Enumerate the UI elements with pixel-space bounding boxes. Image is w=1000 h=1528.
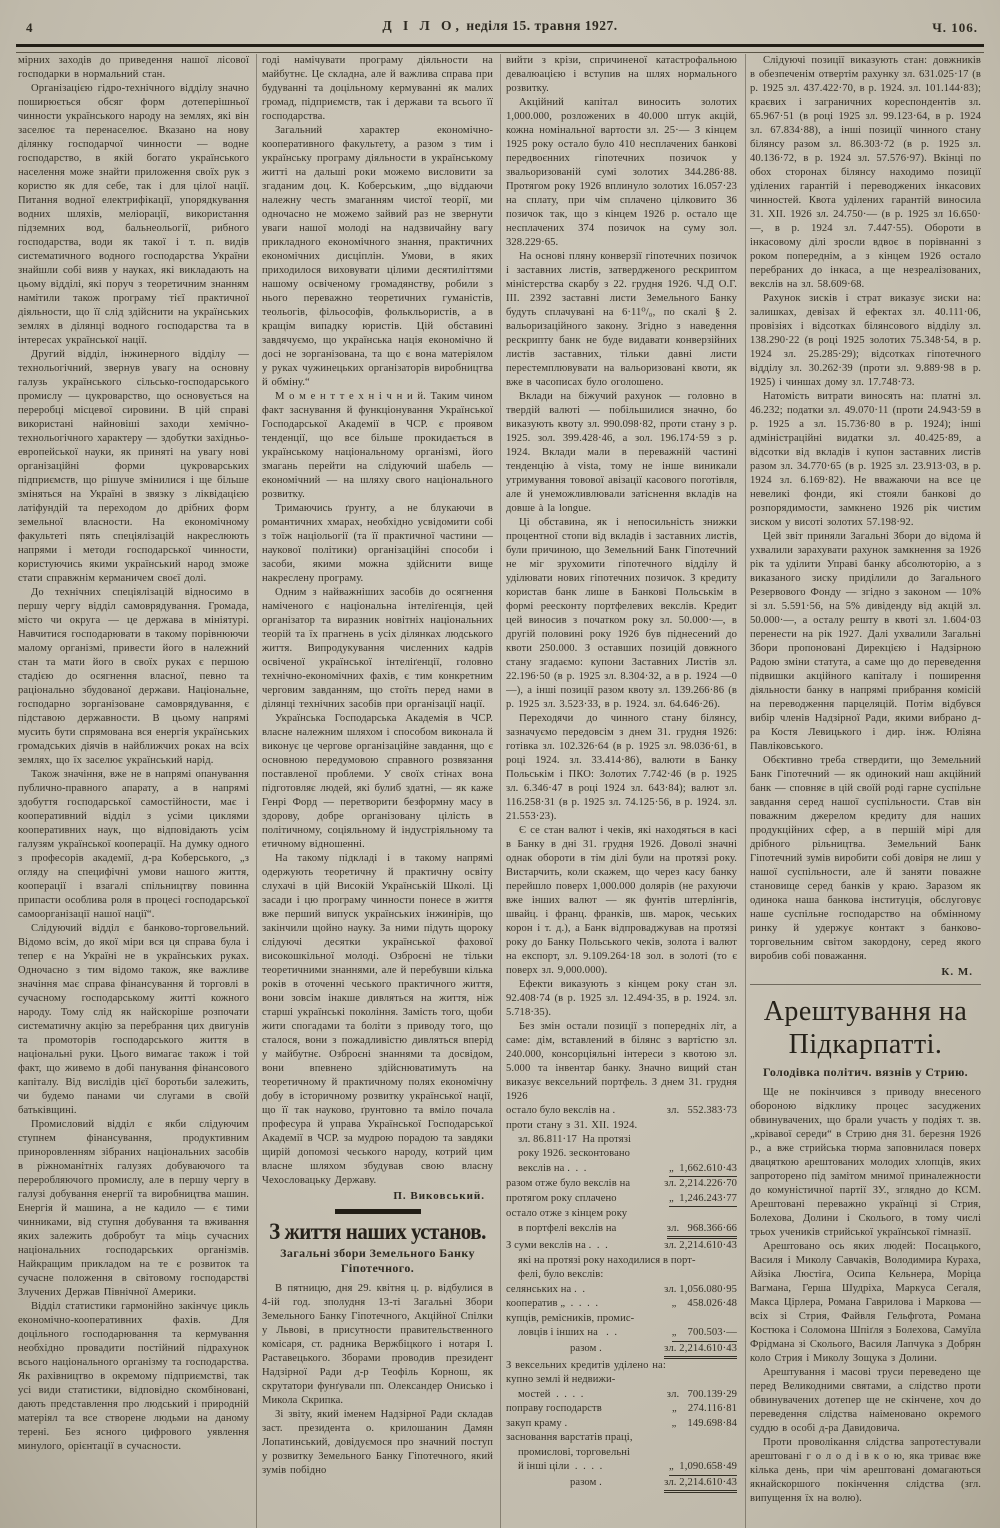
ledger-label: року 1926. зесконтовано — [518, 1148, 631, 1159]
ledger-row — [506, 1133, 737, 1148]
ledger-row — [506, 1104, 737, 1119]
ledger-label: засновання варстатів праці, — [506, 1432, 633, 1443]
article-paragraph: Проти проволікання слідства запротестували арештовані г о л о д і в к о ю, яка триває вже кілька день, при чім арештовані домагаються якнайскоршого покінчення слідства (згл. випущення їх на волю). — [750, 1437, 981, 1505]
article-paragraph: Промисловий відділ є якби слідуючим ступнем фінансування, продуктивним приноровленням зібраних національних засобів в ріжноманітніх галузях добуваючого та переробляючого промислу, але в першу чергу в галузі добування енергії та виробництва машин. Енергія й машина, а не кадило — є тими чинниками, від ступня добування та вживання яких залежить добробут та міць сучасних національних господарських організмів. Найкращим прикладом на те є розвиток та сучасне положення в світовому господарстві Злучених Держав Північної Америки. — [18, 1119, 249, 1298]
ledger-row — [506, 1239, 737, 1254]
article-paragraph: Слідуючі позиції виказують стан: довжників в обезпеченім отвертім рахунку зл. 631.025·17 (в р. 1925 зл. 437.422·70, в р. 1924. зл. 101.144·83); краєвих і заграничних кореспондентів зл. 65.967·51 (в році 1925 зл. 99.123·64, в р. 1924 зл. 67.834·88), а інші позиції чинного стану білянсу разом зл. 86.303·72 (в р. 1925 зл. 40.136·72, в р. 1924 зл. 57.576·97). Вкінці по обох сторонах білянсу находимо позиції уділених гарантій і переводжених інкасових чинностей. Квота уділених гарантій виносила 31. XII. 1926 зл. 24.750·— (в р. 1925 зл 16.650·—, в р. 1924 зл. 7.447·55). Обороти в інкасовому ділі зросли вдвоє в порівнанні з роком попереднім, а з кінцем 1926 остало перебраних до інкаса, а ще незреалізованих, векслів на зл. 58.609·68. — [750, 55, 981, 290]
ledger-amount: зл. 700.139·29 — [666, 1388, 737, 1400]
page-header — [0, 18, 1000, 44]
article-paragraph: Слідуючий відділ є банково-торговельний. Відомо всім, до якої міри вся ця справа була і тепер є на Україні не в українських руках. Одночасно з тим відомо також, яке важливе значіння має справа фінансування й торговлі в сучасному господарському житті кожного народу. Тому слід як найскоріше розпочати систематичну акцію за перебрання цих двигунів та промоторів господарського життя в національні руки. Цього вимагає також і той факт, що живемо в добі панування фінансового капіталу. Від вислідів цієї боротьби залежить, чи будемо панами чи слугами в своїй батьківщині. — [18, 923, 249, 1116]
column-1 — [18, 54, 249, 1528]
article-paragraph: Арештування і масові труси переведено ще перед Великодними святами, а слідство проти обвинувачених дотепер ще не скінчене, хоч до переведення слідства наіменовано окремого суддю в особі д-ра Давидовича. — [750, 1367, 981, 1435]
article-paragraph: Зі звіту, який іменем Надзірної Ради складав заст. президента о. крилошанин Дамян Лопатинський, довідуємося про значний поступ у розвитку Земельного Банку Гіпотечного, який зумів побідно — [262, 1409, 493, 1477]
article-paragraph: проти стану з 31. XII. 1924. — [506, 1119, 638, 1131]
ledger-row — [506, 1192, 737, 1208]
ledger-label: разом отже було векслів на — [506, 1178, 631, 1189]
ledger-label: в портфелі векслів на — [518, 1222, 617, 1234]
article-paragraph: Одним з найважніших засобів до осягнення наміченого є національна інтеліґенція, цей організатор та виразник новітніх національних теорій та їх прагнень в усіх ділянках людського життя. Випродукування численних кадрів освіченої української інтеліґенції, головно технічно-економічних фахів, є тим конкретним черговим завданням, що стоїть перед нами в ділянці технічних засобів при організації нації. — [262, 587, 493, 710]
ledger-row — [506, 1460, 737, 1476]
article-paragraph: Цей звіт приняли Загальні Збори до відома й ухвалили зарахувати рахунок замкнення за 1926 рік та уділити Управі банку абсолюторію, а з виказаного зиску приділили до Загального Резервового Фонду — згідно з законом — 10% зі зл. 5.591·56, на 5% дивіденду від акцій зл. 50.000·—, а осталу решту в квоті зл. 1.604·03 перенести на рік 1927. Далі ухвалили Загальні Збори пропоновані Дирекцією і Надзірною Радою зміни статута, а саме що до переведення підвишки акційного капіталу і поширення діяльности банку в напрямі прибрання комісій на переводження парцеляцій. Потім відбувся вибір членів Надзірної Ради, якими вибрано д-ра Костя Левицького і дир. інж. Юліяна Павліковського. — [750, 531, 981, 752]
ledger-label: закуп краму . — [506, 1417, 568, 1429]
column-4 — [750, 54, 981, 1528]
article-paragraph: Переходячи до чинного стану білянсу, зазначуємо передовсім з днем 31. грудня 1926: готівка зл. 102.326·64 (в р. 1925 зл. 98.036·61, в році 1924. зл. 33.414·86), валюти в Банку Польськім і ПКО: Золотих 7.742·46 (в р. 1925 зл. 6.346·47 в році 1924 зл. 643·84); валют зл. 116.258·31 (в р. 1925 зл. 74.125·56, в р. 1924. зл. 21.553·23). — [506, 713, 737, 822]
header-rule — [16, 44, 984, 53]
ledger-amount: „ 274.116·81 — [672, 1403, 737, 1414]
ledger-label: зл. 86.811·17 На протязі — [518, 1133, 632, 1145]
article-paragraph: До технічних спеціялізацій відносимо в першу чергу відділ самоврядування. Громада, місто чи округа — це держава в мініятурі. Навчитися господарювати в такому порівнюючи малому організмі, привести його в належний стан та мати його в своїх руках є першою стадією до осягнення власної, певно та раціонально збудованої держави. Національне, господарно зорганізоване самоврядування, є підставою державности. В цьому напрямі мусить бути спрямована вся енергія українських громадських діячів в найближчих роках на всіх землях, що їх заселює український нарід. — [18, 587, 249, 766]
ledger-row — [506, 1402, 737, 1417]
ledger-row — [506, 1446, 737, 1461]
author-signature: П. Виковський. — [393, 1190, 485, 1202]
article-paragraph: Також значіння, вже не в напрямі опанування публично-правного апарату, а в напрямі здобуття господарської самостійности, має і кооперативний відділ з усіми циклями кооперативних наук, що відповідають усім галузям української кооперації. На думку одного з професорів академії, д-ра Коберського, „з огляду на специфічні умови нашого життя, кооперації і взагалі спільництву повинна припасти особлива роля в процесі господарської самоорганізації нашої нації“. — [18, 769, 249, 920]
ledger-row — [506, 1268, 737, 1283]
ledger-label: разом . — [570, 1476, 602, 1488]
article-paragraph: Організацією гідро-технічного відділу значно поширюється обсяг форм дотеперішньої чинности українського народу на землях, які він заселює та перенаселює. Вказано на нову ділянку господарчої чинности — водне господарство, в якій богато українського населення може знайти приложення своїх рук з користю як для себе, так і для цілої нації. Питання водної електрифікації, упорядкування водних шляхів, меліорації, використання підземних вод, бальнеольогії, рибного господарства, води як такої і т. п. видів систематичного водного господарства України знайшли собі вияв у науках, які викладають на цьому відділі, які поруч з теоретичним знанням намітили також програму тієї практичної діяльности, що її слід здійснити на українських землях в ділянці водного господарства та в інтересах української нації. — [18, 83, 249, 346]
ledger-label: остало було векслів на . — [506, 1105, 616, 1116]
ledger-row — [506, 1342, 737, 1360]
ledger-amount: „ 1,246.243·77 — [669, 1192, 737, 1208]
ledger-amount: зл. 2,214.610·43 — [664, 1476, 737, 1494]
article-paragraph: годі намічувати програму діяльности на майбутнє. Це складна, але й важлива справа при будуванні та доцільному кермуванні як малих громад, підприємств, так і держави та всього її господарства. — [262, 55, 493, 122]
ledger-label: фелі, було векслів: — [518, 1269, 604, 1280]
ledger-row — [506, 1162, 737, 1178]
ledger-label: векслів на . . . — [518, 1162, 587, 1174]
article-paragraph: Арештовано ось яких людей: Посацького, Василя і Миколу Савчаків, Володимира Кураха, Айзіка Люстіга, Осипа Кельнера, Моріца Вагмана, Герша Шудріха, Маркуса Сегаля, Макса Цірлера, Романа Гаврилова і Маркова — всіх зі Стрия, Файвля Гельфгота, Романа Костюка і Соломона Шпіґля з Болехова, Самуїла Фрідмана зі Сколього, Василя Лапчука з Добрян коло Стрия і Миколу Зощука з Долини. — [750, 1241, 981, 1365]
author-signature: К. М. — [941, 966, 973, 978]
issue-date: неділя 15. травня 1927. — [466, 18, 618, 33]
section-divider-bar — [335, 1209, 421, 1214]
article-paragraph: З вексельних кредитів уділено на: — [506, 1360, 666, 1371]
ledger-amount: зл. 2,214.610·43 — [664, 1240, 737, 1251]
issue-number: Ч. 106. — [932, 20, 978, 35]
ledger-label: кооператив „ . . . . — [506, 1298, 599, 1309]
ledger-amount: „ 149.698·84 — [671, 1417, 737, 1429]
article-paragraph: Рахунок зисків і страт виказує зиски на: залишках, девізах й ефектах зл. 40.111·06, провізіях і відсотках білянсового відділу зл. 138.290·22 (в році 1925 золотих 75.348·54, в р. 1924 зл. 25.285·29); відсотках гіпотечного відділу зл. 30.262·39 (проти зл. 9.889·98 в р. 1925) і чиншах дому зл. 17.748·73. — [750, 293, 981, 388]
article-paragraph: В пятницю, дня 29. квітня ц. р. відбулися в 4-ій год. зполудня 13-ті Загальні Збори Земельного Банку Гіпотечного, Акційної Спілки у Львові, в присутности правительственного комісаря, ст. радника Вержбіцкого і нотаря І. Раставецького. Зборами проводив президент Надзірної Ради д-р Теофіль Корнош, як скрутатори фунґували пп. Олександер Онисько і Микола Скрипка. — [262, 1283, 493, 1407]
ledger-label: остало отже з кінцем року — [506, 1208, 628, 1219]
ledger-label: селянських на . . — [506, 1283, 586, 1295]
ledger-row — [506, 1177, 737, 1192]
article-paragraph: Вклади на біжучий рахунок — головно в твердій валюті — побільшилися значно, бо виказують квоту зл. 990.098·82, проти стану з р. 1925. зол. 399.428·46, а зол. 196.174·59 з р. 1924. Вклади мали в переважній частині тенденцію à vista, тому не інше виникали утримування товової авізації касового поготівля, але й унеможливлювали затіснення вкладів на довше à la longue. — [506, 391, 737, 514]
ledger-label: які на протязі року находилися в порт- — [518, 1254, 696, 1266]
article-paragraph: Є се стан валют і чеків, які находяться в касі в Банку в дні 31. грудня 1926. Доволі значні однак обороти в тім ділі були на протязі року. Вистарчить, коли скажем, що через касу банку перейшло поверх 1,000.000 долярів (не рахуючи вже інших валют — як фунтів штерлінгів, швайц. і франц. франків, шв. марок, чеських корон і т. д.), а Банк відпроваджував на протязі року до Банку Польського чеків, золота і валют на експорт, зл. 9.109.264·18 зол. в золоті (то є поверх зл. 9,000.000). — [506, 825, 737, 976]
article-paragraph: Відділ статистики гармонійно закінчує цикль економічно-кооперативних фахів. Для доцільного господарювання та кермування необхідно провадити постійний підрахунок всього національного організму та господарства. Як рахівництво в окремому підприємстві, так усі види статистики, відповідно скомбіновані, дають представлення про людський і природній матеріял та все створене людьми на даному терені. Без ясного цифрового уявлення минулого, орієнтації в сучасности. — [18, 1301, 249, 1452]
article-paragraph: Тримаючись ґрунту, а не блукаючи в романтичних хмарах, необхідно усвідомити собі з тоїж націольогії (та її практичної частини — наукової політики) організаційні способи і засоби, якими можна здійснити вище накреслену програму. — [262, 503, 493, 584]
ledger-amount: „ 1,090.658·49 — [669, 1460, 737, 1476]
article-paragraph: Ці обставина, як і непосильність знижки процентної стопи від вкладів і заставних листів, були причиною, що Земельний Банк Гіпотечний не міг зрухомити гіпотечного відділу й уділювати нових гіпотечних позичок. З кредиту користав банк лише в Банкові Польськім в формі реесконту портфелевих векслів. Кредит цей виносив з початком року зл. 50.000·—, в другій половині року 1926 був піднесений до квоти 250.000. З оставших позицій довжного стану згадаємо: купони Заставних Листів зл. 22.196·50 (в р. 1925 зл. 8.304·32, а в р. 1924 —0—), а інші позиції разом квоту зл. 139.266·86 (в р. 1925 зл. 3.523·33, в р. 1924. зл. 64.646·26). — [506, 517, 737, 710]
ledger-row — [506, 1388, 737, 1403]
newspaper-title: Д І Л О, — [382, 18, 463, 33]
ledger-label: протягом року сплачено — [506, 1192, 617, 1204]
ledger-label: поправу господарств — [506, 1403, 602, 1414]
article-subhead: Загальні збори Земельного Банку Гіпотечного. — [280, 1246, 475, 1276]
column-3 — [506, 54, 737, 1528]
ledger-row — [506, 1326, 737, 1342]
ledger-amount: зл. 2,214.610·43 — [664, 1342, 737, 1360]
ledger-label: мостей . . . . — [518, 1388, 584, 1400]
column-2 — [262, 54, 493, 1528]
ledger-row — [506, 1417, 737, 1432]
ledger-amount: „ 1,662.610·43 — [669, 1162, 737, 1178]
ledger-row — [506, 1312, 737, 1327]
ledger-amount: зл. 552.383·73 — [666, 1105, 737, 1116]
ledger-label: купців, ремісників, промис- — [506, 1312, 635, 1324]
ledger-label: З суми векслів на . . . — [506, 1240, 608, 1251]
ledger-row — [506, 1373, 737, 1388]
page-number: 4 — [26, 20, 33, 35]
ledger-amount: зл. 968.366·66 — [667, 1222, 737, 1240]
ledger-amount: „ 458.026·48 — [671, 1298, 737, 1309]
article-paragraph: Акційний капітал виносить золотих 1,000.000, розложених в 40.000 штук акцій, кожна номінальної вартости зл. 25·— З кінцем 1925 року остало було 410 несплачених банкові передвоєнних гіпотечних позичок у звальоризованій сумі золотих 344.286·88. Протягом року 1926 вплинуло золотих 16.057·23 на сплату, при чім сплачено цілковито 36 позичок так, що з кінцем 1926 р. остало ще несплачених 374 позичок на суму зол. 328.229·65. — [506, 97, 737, 248]
ledger-row — [506, 1147, 737, 1162]
masthead — [0, 18, 1000, 34]
article-paragraph: На такому підкладі і в такому напрямі одержують теоретичну й практичну освіту слухачі в цій Високій Українській Школі. Ці засади і цю програму чинности понесе в життя вже перший випуск українських інжинірів, що закінчили щойно науку. За ними підуть щороку слідуючі десятки української фахової високошкільної молоді. Озброєні не тільки теоретичними знаннями, але й перебувши кілька років в оточенні чеського практичного життя, вони зовсім інакше дивляться на життя, ніж старші українські покоління. Замість того, щоби жити спогадами та боліти з приводу того, що сталося, вони з пожадливістю дивляться вперід у майбутнє. Озброєні знаннями та досвідом, вони впевнено здійснюватимуть на теоретичному й практичному полях економічну добу в історичному розвитку української нації, що її так науково, ґрунтовно та вміло почала професура й управа Української Господарської Академії в ЧСР. за мудрою порадою та завдяки щирій допомозі чеського народу, котрий цим власне шляхом збудував свою власну Чехословацьку Державу. — [262, 853, 493, 1186]
ledger-label: ловців і інших на . . — [518, 1327, 618, 1338]
article-paragraph: Без змін остали позиції з попередніх літ, а саме: дім, вставлений в білянс з вартістю зл. 240.000, консорціяльні інтереси з квотою зл. 5.000 та інвентар банку. Значно вищий стан виказує вексельний портфель. З днем 31. грудня 1926 — [506, 1021, 737, 1102]
ledger-row — [506, 1222, 737, 1240]
ledger-label: промислові, торговельні — [518, 1446, 631, 1458]
article-paragraph: На основі пляну конверзії гіпотечних позичок і заставних листів, затвердженого рескриптом міністерства скарбу з 22. грудня 1926. Ч.Д О.Г. ІІІ. 2392 заставні листи Земельного Банку будуть сплачувані на 6·11⁰/₀, по скалі § 2. вальоризаційного закону. Згідно з наведення рескрипту банк не буде видавати конверзійних листів заставних, тільки давні листи перестемплювувати на вальоризовані квоти, як вже в часописах було оголошено. — [506, 251, 737, 388]
ledger-label: купно землі й недвижи- — [506, 1374, 616, 1385]
article-paragraph: Українська Господарська Академія в ЧСР. власне належним шляхом і способом виконала й виконує це чергове організаційне завдання, що є основною передумовою справного розвязання поставленої проблеми. У своїх стінах вона підготовляє людей, які булиб здатні, — як каже Генрі Форд — перетворити безформну масу в здорову, добре організовану цілість в політичному, соціяльному й індустріяльному та етичному відношенні. — [262, 713, 493, 850]
article-paragraph: Другий відділ, інжинерного відділу — технольогічний, звернув увагу на основну галузь українського сільсько-господарського промислу — цукроварство, що основується на переробці місцевої сировини. В цій справі використані найновіші заходи хемічно-технольогічного характеру — здобутки західньо-европейської науки, як приняті на увагу нові організаційні форми цукроварських підприємств, що рішуче змінилися і ще більше зміняться на Україні в звязку з ліквідацією латіфундій та переходом до дрібних форм земельної власности. На економічному факультеті пять спеціялізацій накреслюють напрями і методи господарської чинности, користуючись якими український народ зможе стати справжнім керманичем своєї долі. — [18, 349, 249, 584]
article-paragraph: Обєктивно треба ствердити, що Земельний Банк Гіпотечний — як одинокий наш акційний банк — сповняє в цій своїй роді гарне суспільне завдання серед нашої суспільности. Став він поважним джерелом кредиту для наших продукційних сфер, а в першій мірі для дрібного рільництва. Земельний Банк Гіпотечний зумів виробити собі довіря не лиш у нашої суспільности, але й заняти поважне становище серед банків у краю. Заразом як одинока наша банкова інституція, обслуговує наше суспільне господарство на обмінному ринку й удержує контакт з банково-торговельним світом закордону, серед якого виробив собі поважання. — [750, 755, 981, 962]
ledger-row — [506, 1476, 737, 1494]
ledger-row — [506, 1283, 737, 1298]
article-paragraph: Ще не покінчився з приводу внесеного обороною відклику процес засуджених обвинувачених, що брали участь у подіях т. зв. „крівавої середи“ в Стрию дня 31. березня 1926 р., а вже стрийська тюрма заповнилася поверх двацяткою арештованих молодих хлопців, яких запроторено під замітом мнимої приналежности до комуністичної партії ЗУ., зглядно до КСМ. Арештовані переважно українці зі Стрия, Болехова, Долини і Сколього, в тому числі трьох учеників стрийської української гімназії. — [750, 1087, 981, 1239]
article-headline: З життя наших установ. — [269, 1217, 486, 1245]
article-paragraph: Натомість витрати виносять на: платні зл. 46.232; податки зл. 49.070·11 (проти 24.943·59 в р. 1925 а зл. 15.736·80 в р. 1924); інші адміністраційні видатки зл. 40.425·89, а відсотки від вкладів і купон заставних листів разом зл. 34.770·65 (в р. 1925 зл. 23.913·03, в р. 1924 зл. 6.169·82). Не вважаючи на все це невеликі фонди, які стояли банкові до розпорядимости, замкнено 1926 рік чистим зиском у висоті золотих 57.198·92. — [750, 391, 981, 528]
ledger-label: разом . — [570, 1342, 602, 1354]
ledger-row — [506, 1207, 737, 1222]
ledger-amount: „ 700.503·— — [672, 1326, 737, 1342]
ledger-row — [506, 1297, 737, 1312]
columns-container — [18, 54, 984, 1528]
article-subhead: Голодівка політич. вязнів у Стрию. — [762, 1065, 969, 1080]
article-divider-rule — [750, 984, 981, 985]
article-paragraph: Ефекти виказують з кінцем року стан зл. 92.408·74 (в р. 1925 зл. 12.494·35, в р. 1924. зл. 5.718·35). — [506, 979, 737, 1018]
ledger-amount: зл. 1,056.080·95 — [664, 1283, 737, 1295]
article-paragraph: Загальний характер економічно-кооперативного факультету, а разом з тим і українську програму діяльности в українському житті на дальші роки можемо висловити за згаданим доц. К. Коберським, „що віддаючи належну честь змаганням чистої теорії, ми одночасно не можемо зайвий раз не звернути уваги нашої молоді на надзвичайну вагу прикладного економічного знання, практичних економічних дисціплін. Умови, в яких приходилося виховувати цілими десятиліттями нашому освіченому громадянству, робили з нього переважно теоретичних гуманістів, теольогів, фільософів, фолькльористів, а в кращім випадку юристів. Цій обставині завдячуємо, що українська нація економічно й досі не зорганізована, та що є вона матеріялом у руках чужинецьких організаторів виробництва й обміну.“ — [262, 125, 493, 388]
article-headline: Арештування на Підкарпатті. — [763, 996, 968, 1061]
ledger-label: й інші ціли . . . . — [518, 1461, 603, 1472]
ledger-amount: зл. 2,214.226·70 — [664, 1178, 737, 1189]
article-paragraph: мірних заходів до приведення нашої лісової господарки в нормальний стан. — [18, 55, 249, 80]
ledger-row — [506, 1254, 737, 1269]
ledger-row — [506, 1431, 737, 1446]
article-paragraph: вийти з крізи, спричиненої катастрофальною девалюацією і вступив на шлях нормального розвитку. — [506, 55, 737, 94]
article-paragraph: М о м е н т т е х н і ч н и й. Таким чином факт заснування й функціонування Української Господарської Академії в ЧСР. є проявом тенденції, що все більше прокидається в українському національному організмі, його змагань перейти на слідуючий шабель — економічний — на шляху свого національного розвитку. — [262, 391, 493, 500]
